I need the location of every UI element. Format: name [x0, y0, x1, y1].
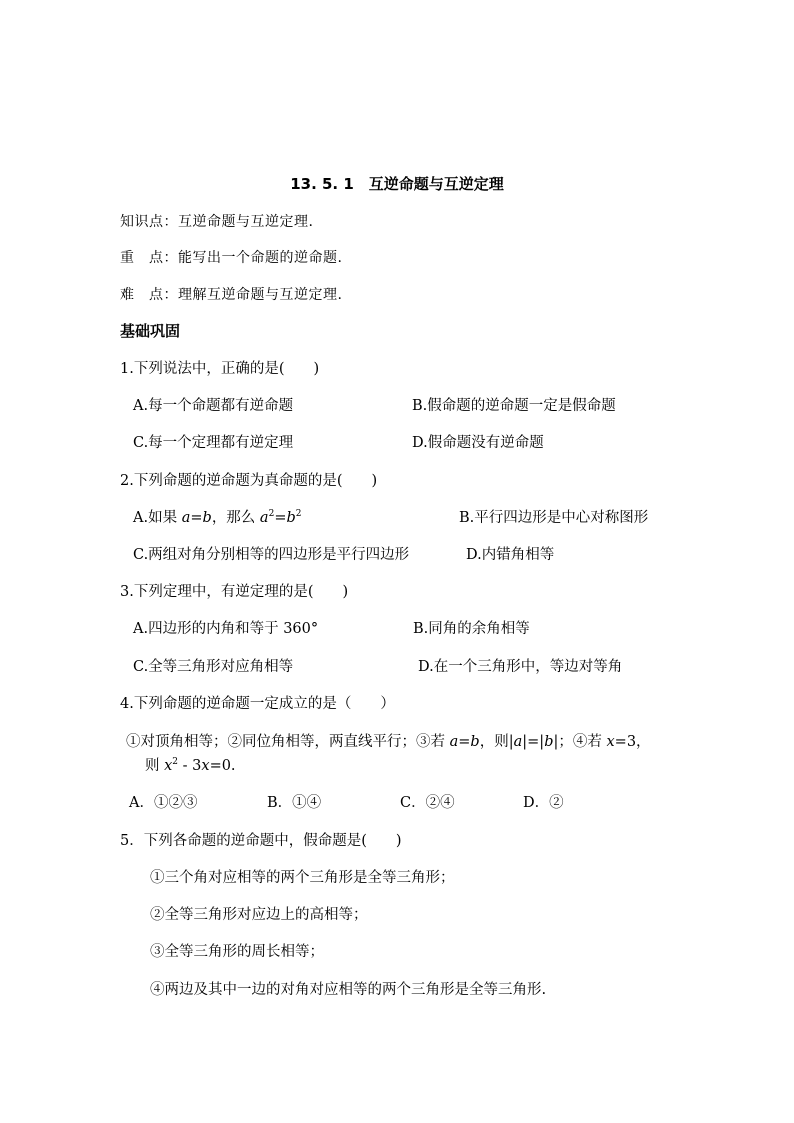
- question-3-option-d: D.在一个三角形中，等边对等角: [418, 659, 623, 675]
- question-5-item: ③全等三角形的周长相等；: [150, 944, 324, 960]
- question-3-option-c: C.全等三角形对应角相等: [133, 659, 294, 675]
- question-4-option-d: D．②: [523, 795, 564, 811]
- question-1-option-d: D.假命题没有逆命题: [412, 435, 544, 451]
- question-2-option-b: B.平行四边形是中心对称图形: [459, 510, 649, 526]
- question-3-option-b: B.同角的余角相等: [413, 621, 530, 637]
- question-3-stem: 3.下列定理中，有逆定理的是( ): [120, 584, 349, 600]
- question-5-item: ④两边及其中一边的对角对应相等的两个三角形是全等三角形.: [150, 982, 547, 998]
- question-5-item: ①三个角对应相等的两个三角形是全等三角形；: [150, 870, 455, 886]
- page-title: 13. 5. 1 互逆命题与互逆定理: [290, 175, 504, 193]
- question-2-option-d: D.内错角相等: [466, 547, 555, 563]
- question-5-stem: 5．下列各命题的逆命题中，假命题是( ): [120, 833, 402, 849]
- question-2-option-a: A.如果 a=b，那么 $a^2=b^2$: [133, 509, 302, 526]
- question-4-option-a: A．①②③: [129, 795, 198, 811]
- question-1-option-c: C.每一个定理都有逆定理: [133, 435, 294, 451]
- section-title: 基础巩固: [120, 322, 181, 340]
- question-1-option-b: B.假命题的逆命题一定是假命题: [412, 398, 616, 414]
- question-1-stem: 1.下列说法中，正确的是( ): [120, 361, 320, 377]
- knowledge-point: 知识点：互逆命题与互逆定理.: [120, 214, 314, 230]
- question-4-statements-line-1: ①对顶角相等；②同位角相等，两直线平行；③若 a=b，则|a|=|b|；④若 x=3，: [126, 734, 651, 750]
- question-4-stem: 4.下列命题的逆命题一定成立的是（ ）: [120, 696, 395, 712]
- question-1-option-a: A.每一个命题都有逆命题: [133, 398, 294, 414]
- question-3-option-a: A.四边形的内角和等于 360°: [133, 621, 319, 637]
- question-5-item: ②全等三角形对应边上的高相等；: [150, 907, 368, 923]
- question-4-option-c: C．②④: [400, 795, 455, 811]
- question-4-option-b: B．①④: [267, 795, 322, 811]
- question-2-option-c: C.两组对角分别相等的四边形是平行四边形: [133, 547, 410, 563]
- key-point: 重 点：能写出一个命题的逆命题.: [120, 250, 343, 266]
- question-4-statements-line-2: 则 $x^2 - 3x=0$.: [145, 757, 236, 774]
- difficulty-point: 难 点：理解互逆命题与互逆定理.: [120, 287, 343, 303]
- question-2-stem: 2.下列命题的逆命题为真命题的是( ): [120, 473, 378, 489]
